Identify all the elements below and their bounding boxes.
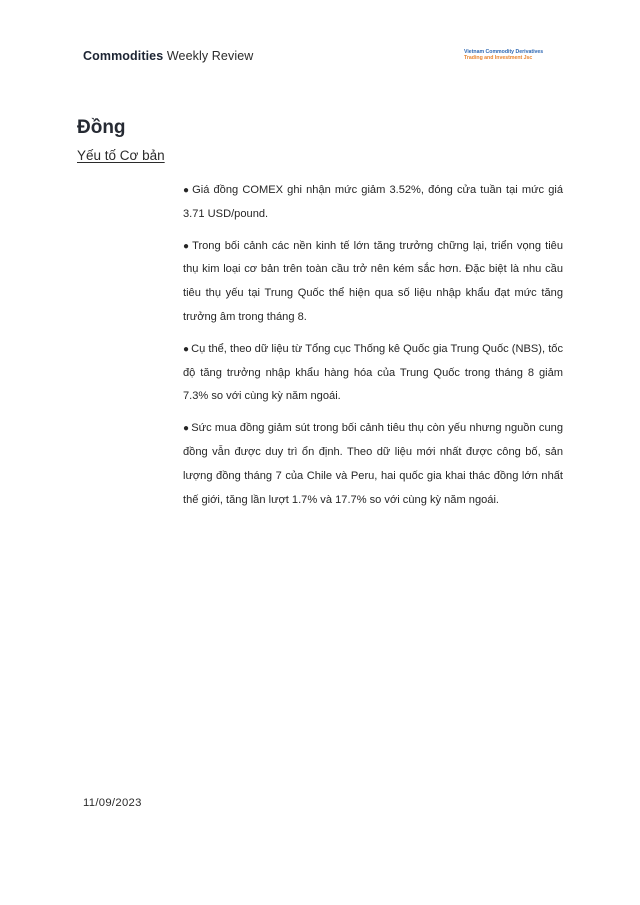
header-title-bold: Commodities bbox=[83, 49, 164, 63]
section-title: Đồng bbox=[77, 117, 126, 138]
bullet-icon: ● bbox=[183, 423, 190, 435]
paragraph bbox=[183, 338, 563, 409]
paragraph bbox=[183, 235, 563, 330]
paragraph-text: Sức mua đồng giảm sút trong bối cảnh tiêu thụ còn yếu nhưng nguồn cung đồng vẫn được duy trì ổn định. Theo dữ liệu mới nhất được công bố, sản lượng đồng tháng 7 của Chile và Peru, hai quốc gia khai thác đồng lớn nhất thế giới, tăng lần lượt 1.7% và 17.7% so với cùng kỳ năm ngoái. bbox=[183, 422, 563, 506]
paragraph-text: Cụ thể, theo dữ liệu từ Tổng cục Thống kê Quốc gia Trung Quốc (NBS), tốc độ tăng trưởng nhập khẩu hàng hóa của Trung Quốc trong tháng 8 giảm 7.3% so với cùng kỳ năm ngoái. bbox=[183, 342, 563, 403]
paragraph-text: Giá đồng COMEX ghi nhận mức giảm 3.52%, đóng cửa tuần tại mức giá 3.71 USD/pound. bbox=[183, 184, 564, 220]
bullet-icon: ● bbox=[183, 343, 190, 355]
article-body bbox=[183, 179, 563, 520]
company-logo-text bbox=[464, 49, 543, 62]
report-header-title bbox=[83, 49, 253, 63]
paragraph-text: Trong bối cảnh các nền kinh tế lớn tăng trưởng chững lại, triển vọng tiêu thụ kim loại cơ bản trên toàn cầu trở nên kém sắc hơn. Đặc biệt là nhu cầu tiêu thụ yếu tại Trung Quốc thể hiện qua số liệu nhập khẩu đạt mức tăng trưởng âm trong tháng 8. bbox=[183, 239, 563, 323]
brand-line-2: Trading and Investment Jsc bbox=[464, 55, 533, 62]
paragraph bbox=[183, 417, 563, 512]
brand-line-1: Vietnam Commodity Derivatives bbox=[464, 49, 544, 55]
paragraph bbox=[183, 179, 563, 227]
bullet-icon: ● bbox=[183, 185, 191, 196]
report-date: 11/09/2023 bbox=[83, 797, 142, 809]
section-subtitle: Yếu tố Cơ bản bbox=[77, 148, 165, 163]
bullet-icon: ● bbox=[183, 240, 191, 252]
header-title-regular: Weekly Review bbox=[166, 49, 254, 63]
